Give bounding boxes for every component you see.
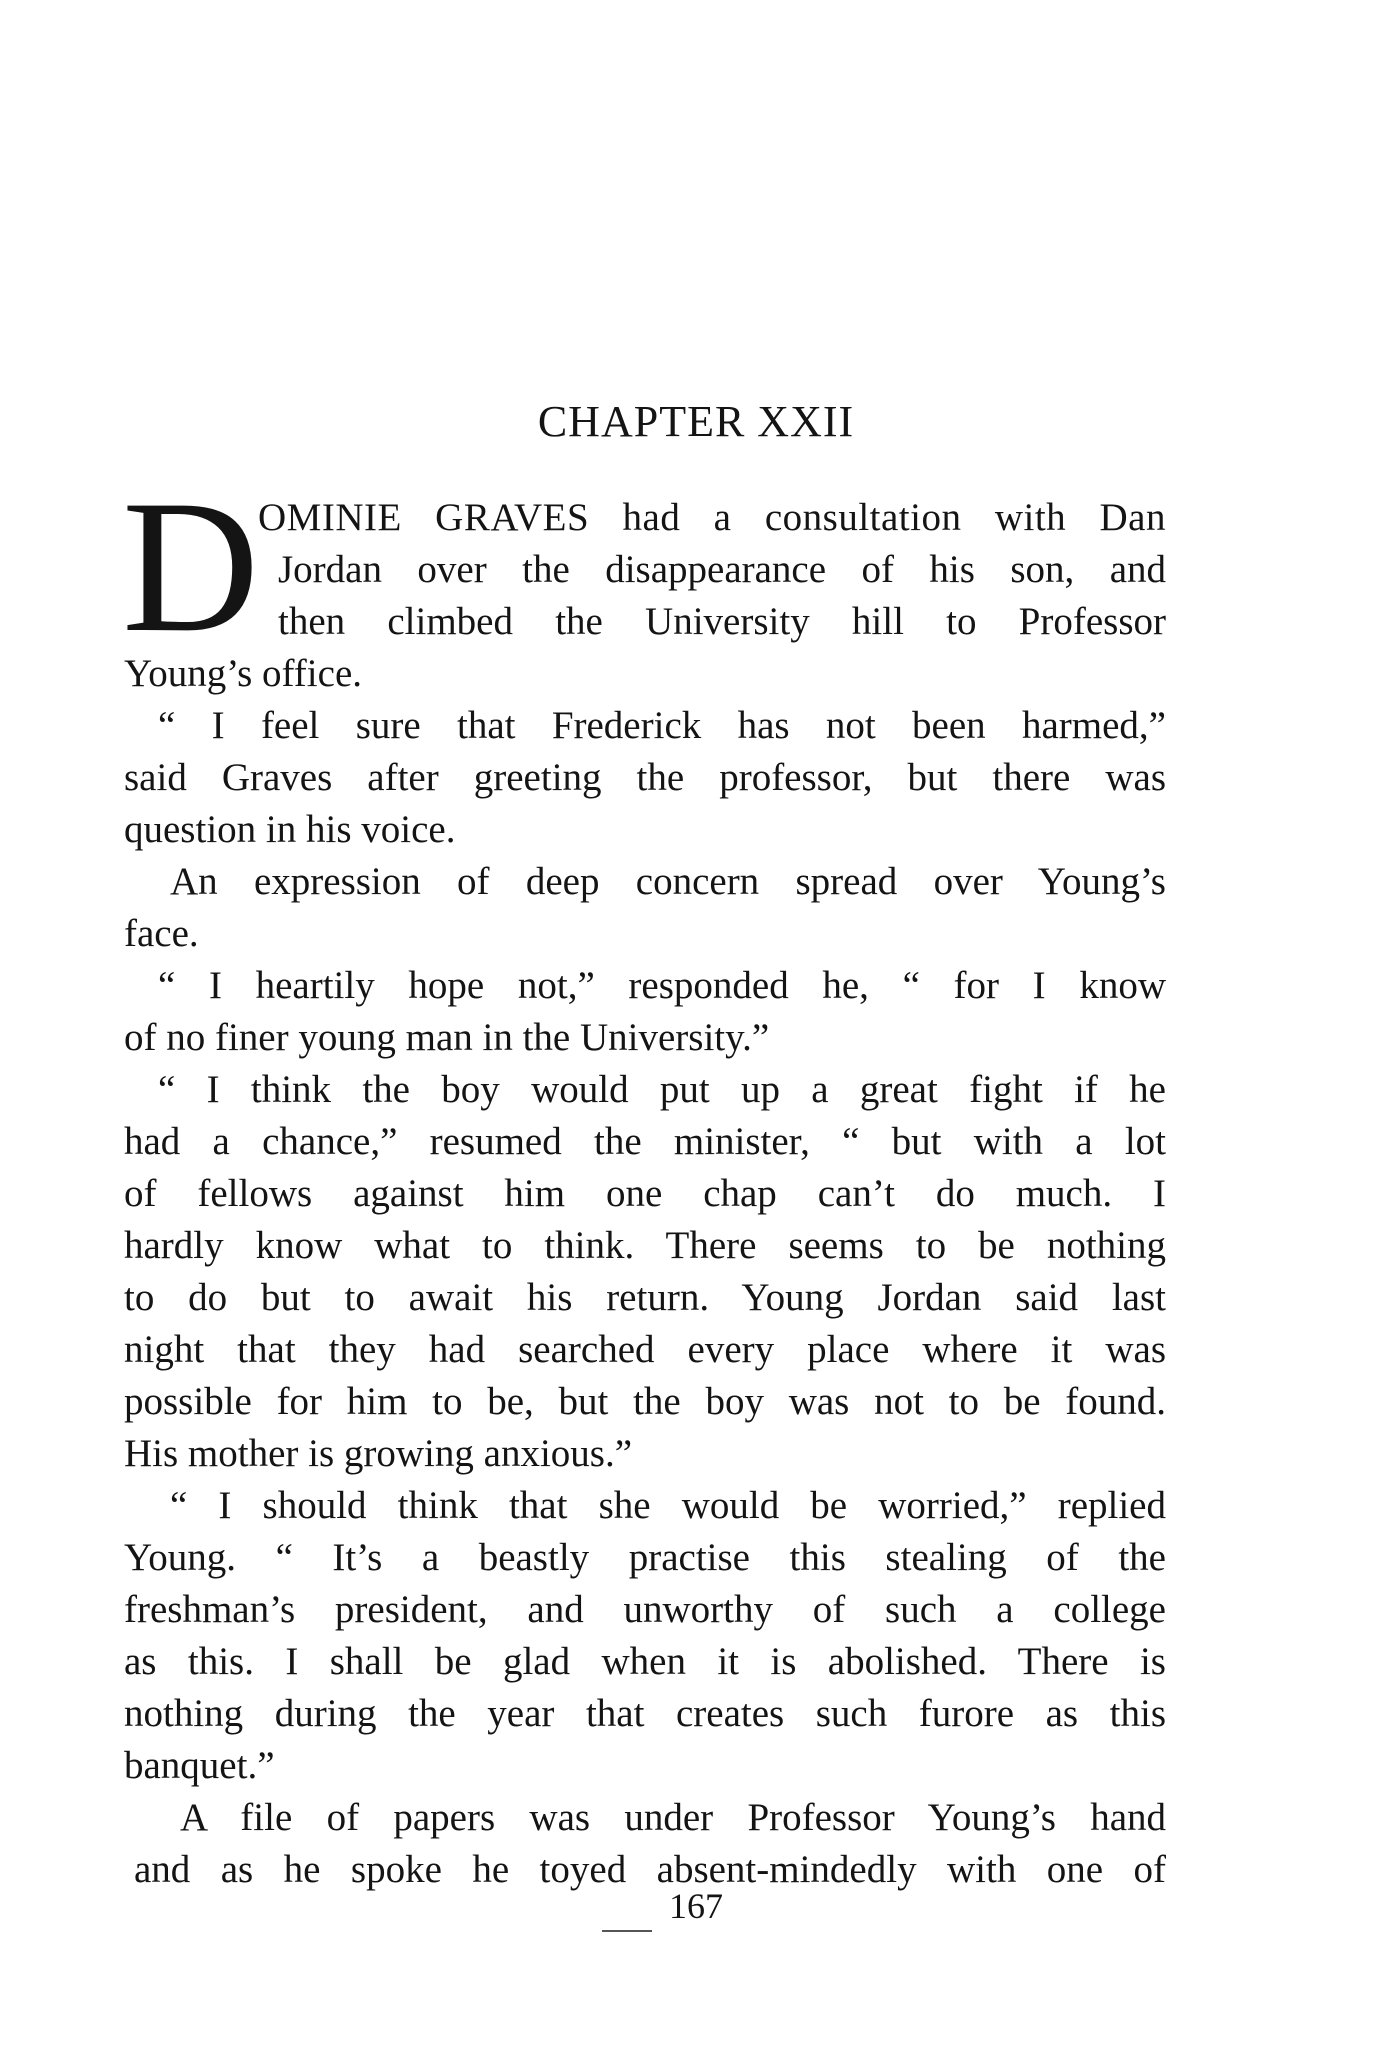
text-line: A file of papers was under Professor Young’s hand: [180, 1796, 1166, 1839]
text-line: as this. I shall be glad when it is abolished. There is: [124, 1640, 1166, 1683]
text-line: An expression of deep concern spread over Young’s: [170, 860, 1166, 903]
text-line: face.: [124, 912, 199, 955]
drop-cap-initial: D: [122, 462, 260, 672]
page-number: 167: [669, 1886, 723, 1926]
text-line: OMINIE GRAVES had a consultation with Dan: [258, 496, 1166, 539]
text-line: nothing during the year that creates such furore as this: [124, 1692, 1166, 1735]
text-line: freshman’s president, and unworthy of such a college: [124, 1588, 1166, 1631]
text-line: Young. “ It’s a beastly practise this stealing of the: [124, 1536, 1166, 1579]
text-line: then climbed the University hill to Professor: [278, 600, 1166, 643]
text-line: said Graves after greeting the professor, but there was: [124, 756, 1166, 799]
text-line: of fellows against him one chap can’t do much. I: [124, 1172, 1166, 1215]
text-line: and as he spoke he toyed absent-mindedly with one of: [134, 1848, 1166, 1891]
chapter-title: CHAPTER XXII: [537, 397, 855, 446]
text-line: to do but to await his return. Young Jordan said last: [124, 1276, 1166, 1319]
text-line: “ I think the boy would put up a great fight if he: [158, 1068, 1166, 1111]
text-line: possible for him to be, but the boy was not to be found.: [124, 1380, 1166, 1423]
text-line: Young’s office.: [124, 652, 362, 695]
text-line: “ I feel sure that Frederick has not been harmed,”: [158, 704, 1166, 747]
text-line: “ I heartily hope not,” responded he, “ for I know: [158, 964, 1166, 1007]
text-line: night that they had searched every place where it was: [124, 1328, 1166, 1371]
text-line: question in his voice.: [124, 808, 456, 851]
text-line: hardly know what to think. There seems to be nothing: [124, 1224, 1166, 1267]
text-line: His mother is growing anxious.”: [124, 1432, 633, 1475]
text-line: Jordan over the disappearance of his son, and: [278, 548, 1166, 591]
text-line: “ I should think that she would be worried,” replied: [170, 1484, 1166, 1527]
text-line: banquet.”: [124, 1744, 275, 1787]
folio-rule: [602, 1930, 652, 1932]
text-line: had a chance,” resumed the minister, “ but with a lot: [124, 1120, 1166, 1163]
text-line: of no finer young man in the University.”: [124, 1016, 770, 1059]
